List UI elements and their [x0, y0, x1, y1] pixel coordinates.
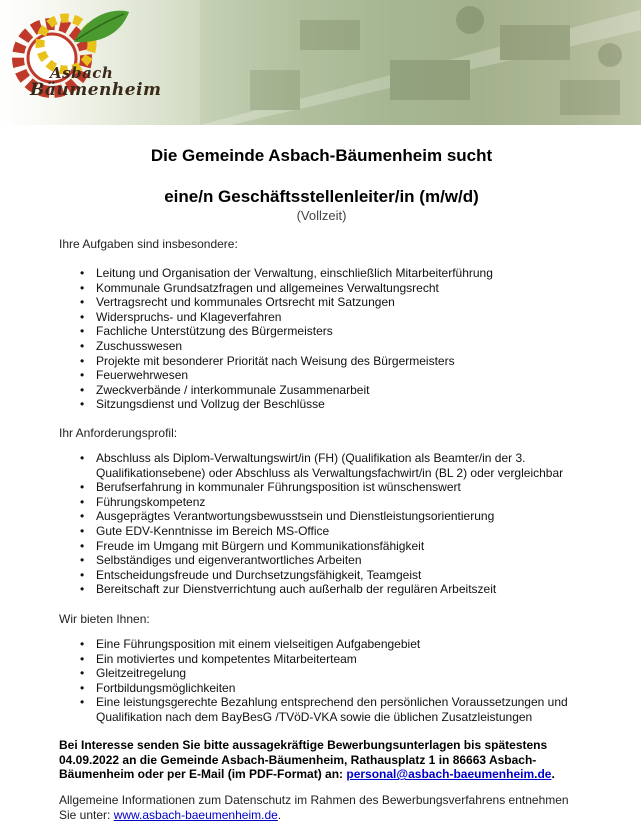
list-item: • Leitung und Organisation der Verwaltung, einschließlich Mitarbeiterführung — [96, 266, 616, 281]
list-item: • Sitzungsdienst und Vollzug der Beschlüsse — [96, 397, 616, 412]
list-item: • Freude im Umgang mit Bürgern und Kommunikationsfähigkeit — [96, 539, 616, 554]
list-item: • Abschluss als Diplom-Verwaltungswirt/in (FH) (Qualifikation als Beamter/in der 3. Qualifikationsebene) oder Abschluss als Verwaltungsfachwirt/in (BL 2) oder vergleichbar — [96, 451, 616, 480]
list-item: • Selbständiges und eigenverantwortliches Arbeiten — [96, 553, 616, 568]
list-item: • Fachliche Unterstützung des Bürgermeisters — [96, 324, 616, 339]
header-banner — [0, 0, 641, 125]
list-item: • Eine Führungsposition mit einem vielseitigen Aufgabengebiet — [96, 637, 616, 652]
offer-list — [59, 637, 616, 725]
employment-type: (Vollzeit) — [296, 208, 347, 223]
requirements-heading: Ihr Anforderungsprofil: — [59, 426, 178, 440]
application-email-link[interactable]: personal@asbach-baeumenheim.de — [346, 767, 552, 782]
requirements-list — [59, 451, 616, 597]
offer-heading: Wir bieten Ihnen: — [59, 612, 150, 626]
list-item: • Fortbildungsmöglichkeiten — [96, 681, 616, 696]
tasks-list — [59, 266, 616, 412]
list-item: • Feuerwehrwesen — [96, 368, 616, 383]
list-item: • Gleitzeitregelung — [96, 666, 616, 681]
list-item: • Gute EDV-Kenntnisse im Bereich MS-Office — [96, 524, 616, 539]
tasks-heading: Ihre Aufgaben sind insbesondere: — [59, 237, 238, 251]
municipality-logo — [4, 6, 162, 118]
gear-leaf-icon — [4, 6, 154, 118]
logo-text-asbach: Asbach — [50, 64, 114, 82]
position-title: eine/n Geschäftsstellenleiter/in (m/w/d) — [164, 187, 479, 206]
website-link[interactable]: www.asbach-baeumenheim.de — [113, 807, 278, 822]
list-item: • Entscheidungsfreude und Durchsetzungsfähigkeit, Teamgeist — [96, 568, 616, 583]
list-item: • Vertragsrecht und kommunales Ortsrecht mit Satzungen — [96, 295, 616, 310]
logo-text-baeumenheim: Bäumenheim — [30, 80, 162, 100]
application-text: Bei Interesse senden Sie bitte aussagekräftige Bewerbungsunterlagen bis spätestens 04.09.2022 an die Gemeinde Asbach-Bäumenheim, Rathausplatz 1 in 86663 Asbach-Bäumenheim oder per E-Mail (im PDF-Format) an: — [59, 738, 548, 782]
application-end: . — [551, 767, 555, 782]
application-instructions — [59, 738, 589, 782]
list-item: • Projekte mit besonderer Priorität nach Weisung des Bürgermeisters — [96, 354, 616, 369]
privacy-end: . — [277, 807, 282, 822]
list-item: • Widerspruchs- und Klageverfahren — [96, 310, 616, 325]
list-item: • Zweckverbände / interkommunale Zusammenarbeit — [96, 383, 616, 398]
page-title: Die Gemeinde Asbach-Bäumenheim sucht — [150, 146, 493, 165]
privacy-text: Allgemeine Informationen zum Datenschutz im Rahmen des Bewerbungsverfahrens entnehmen Sie unter: — [59, 793, 569, 822]
privacy-notice — [59, 793, 589, 822]
list-item: • Berufserfahrung in kommunaler Führungsposition ist wünschenswert — [96, 480, 616, 495]
list-item: • Führungskompetenz — [96, 495, 616, 510]
list-item: • Zuschusswesen — [96, 339, 616, 354]
list-item: • Kommunale Grundsatzfragen und allgemeines Verwaltungsrecht — [96, 281, 616, 296]
list-item: • Bereitschaft zur Dienstverrichtung auch außerhalb der regulären Arbeitszeit — [96, 582, 616, 597]
list-item: • Ausgeprägtes Verantwortungsbewusstsein und Dienstleistungsorientierung — [96, 509, 616, 524]
list-item: • Ein motiviertes und kompetentes Mitarbeiterteam — [96, 652, 616, 667]
list-item: • Eine leistungsgerechte Bezahlung entsprechend den persönlichen Voraussetzungen und Qualifikation nach dem BayBesG /TVöD-VKA sowie die üblichen Zusatzleistungen — [96, 695, 616, 724]
